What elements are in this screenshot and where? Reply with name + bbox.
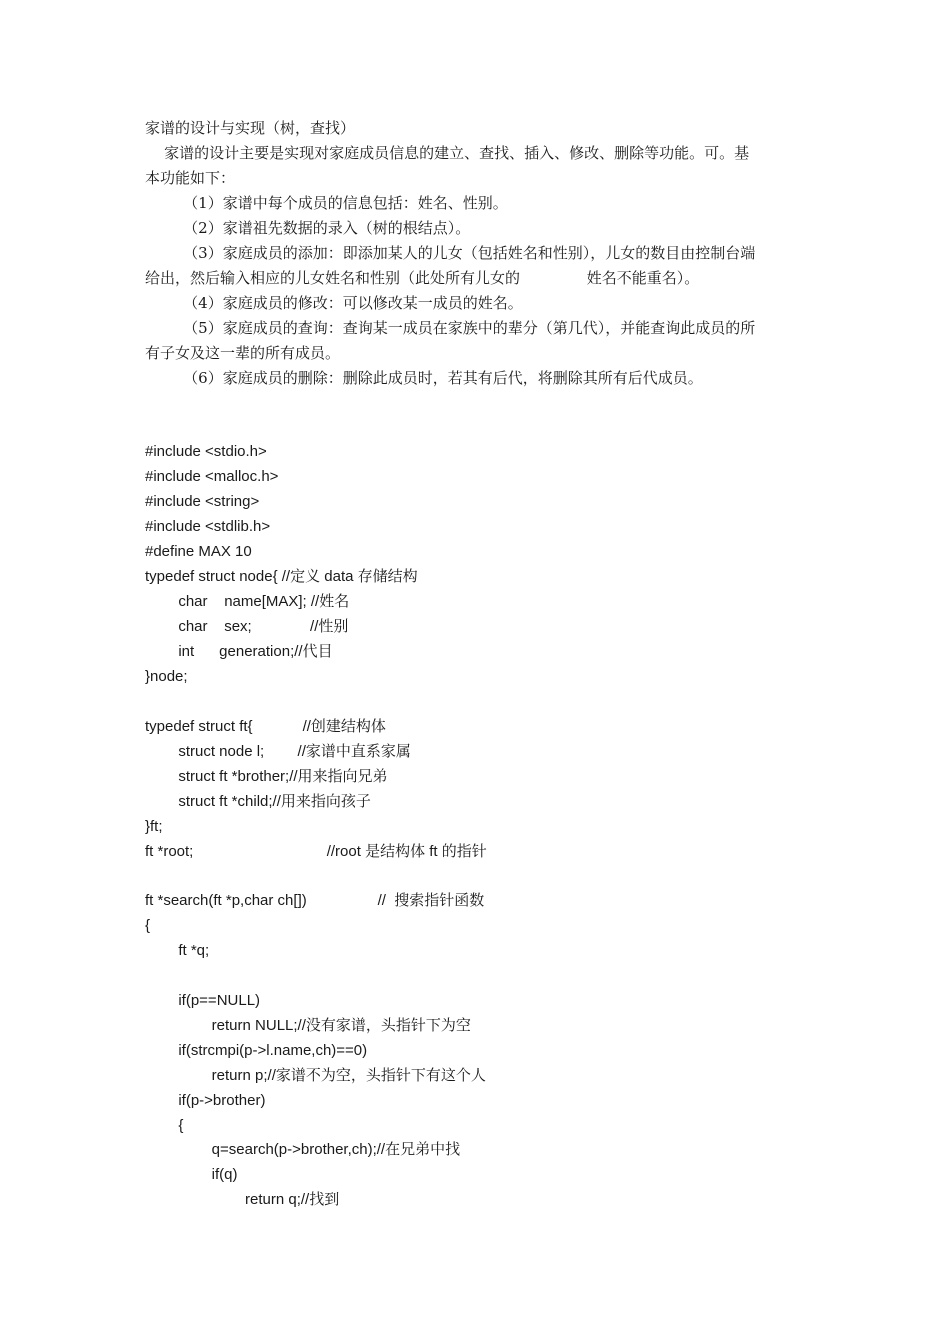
code-line: ft *search(ft *p,char ch[]) // 搜索指针函数 (145, 892, 485, 909)
code-line: char sex; //性别 (145, 618, 349, 635)
feature-line: 有子女及这一辈的所有成员。 (145, 344, 341, 362)
code-line: { (145, 1117, 184, 1134)
feature-line: （6）家庭成员的删除：删除此成员时，若其有后代，将删除其所有后代成员。 (145, 369, 703, 387)
code-line: #define MAX 10 (145, 543, 252, 560)
code-line: #include <string> (145, 493, 260, 510)
code-line: return q;//找到 (145, 1191, 340, 1208)
code-line: }node; (145, 668, 188, 685)
code-line: return NULL;//没有家谱，头指针下为空 (145, 1017, 471, 1034)
code-line: if(strcmpi(p->l.name,ch)==0) (145, 1042, 368, 1059)
code-line: return p;//家谱不为空，头指针下有这个人 (145, 1067, 486, 1084)
feature-line: （2）家谱祖先数据的录入（树的根结点）。 (145, 219, 471, 237)
code-line: q=search(p->brother,ch);//在兄弟中找 (145, 1141, 461, 1158)
code-line: #include <malloc.h> (145, 468, 279, 485)
feature-line: （3）家庭成员的添加：即添加某人的儿女（包括姓名和性别），儿女的数目由控制台端 (145, 244, 756, 262)
code-line: { (145, 917, 151, 934)
feature-line: （4）家庭成员的修改：可以修改某一成员的姓名。 (145, 294, 523, 312)
code-line: typedef struct ft{ //创建结构体 (145, 718, 386, 735)
feature-line: （5）家庭成员的查询：查询某一成员在家族中的辈分（第几代），并能查询此成员的所 (145, 319, 756, 337)
code-line: if(p->brother) (145, 1092, 266, 1109)
code-line: ft *q; (145, 942, 210, 959)
code-line: #include <stdlib.h> (145, 518, 271, 535)
code-line: struct ft *child;//用来指向孩子 (145, 793, 371, 810)
intro-line: 家谱的设计主要是实现对家庭成员信息的建立、查找、插入、修改、删除等功能。可。基 (145, 144, 750, 162)
code-line: }ft; (145, 818, 163, 835)
code-line: ft *root; //root 是结构体 ft 的指针 (145, 843, 487, 860)
intro-line: 本功能如下： (145, 169, 236, 187)
code-line: char name[MAX]; //姓名 (145, 593, 350, 610)
code-line: struct node l; //家谱中直系家属 (145, 743, 411, 760)
code-line: int generation;//代目 (145, 643, 333, 660)
code-line: struct ft *brother;//用来指向兄弟 (145, 768, 388, 785)
document-title: 家谱的设计与实现（树，查找） (145, 119, 356, 137)
feature-line: 给出，然后输入相应的儿女姓名和性别（此处所有儿女的 姓名不能重名）。 (145, 269, 700, 287)
feature-line: （1）家谱中每个成员的信息包括：姓名、性别。 (145, 194, 508, 212)
code-line: if(p==NULL) (145, 992, 261, 1009)
code-line: if(q) (145, 1166, 238, 1183)
code-line: typedef struct node{ //定义 data 存储结构 (145, 568, 418, 585)
code-line: #include <stdio.h> (145, 443, 267, 460)
